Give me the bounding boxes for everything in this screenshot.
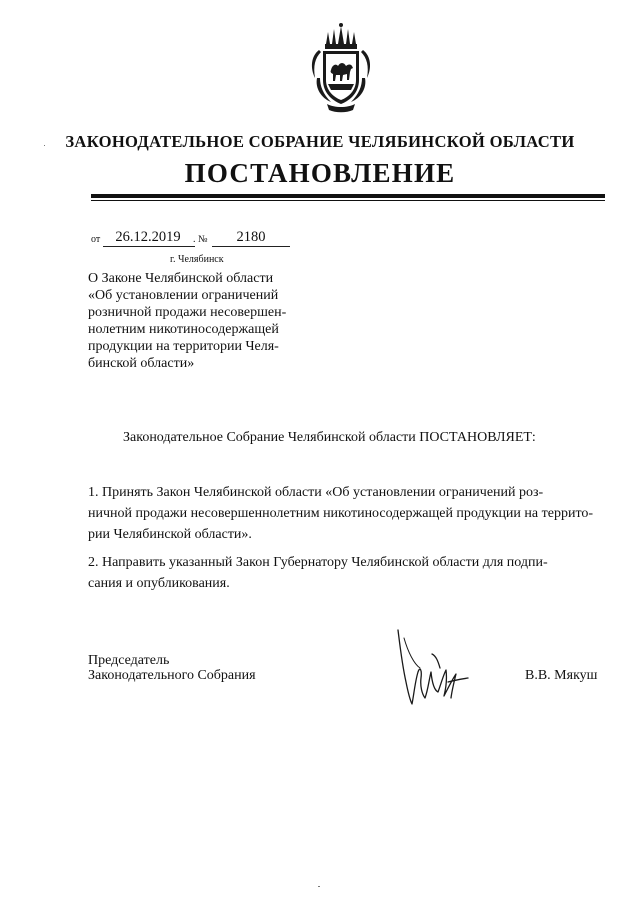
coat-of-arms-icon (301, 20, 381, 116)
date-prefix: от (91, 234, 101, 245)
scan-speck (318, 886, 320, 887)
scan-speck (44, 145, 45, 146)
header-rule-thick (91, 194, 605, 198)
signer-title-line-1: Председатель (88, 653, 170, 668)
city-label: г. Челябинск (170, 254, 224, 265)
organization-title: ЗАКОНОДАТЕЛЬНОЕ СОБРАНИЕ ЧЕЛЯБИНСКОЙ ОБЛАСТИ (65, 132, 575, 151)
date-underline (103, 246, 195, 247)
preamble: Законодательное Собрание Челябинской области ПОСТАНОВЛЯЕТ: (123, 430, 536, 445)
header-rule-thin (91, 200, 605, 201)
document-type-title: ПОСТАНОВЛЕНИЕ (184, 158, 456, 188)
resolution-item-1: 1. Принять Закон Челябинской области «Об установлении ограничений роз- ничной продажи несовершеннолетним никотиносодержащей продукции на террито- рии Челябинской области». (88, 485, 594, 542)
number-underline (212, 246, 290, 247)
handwritten-signature-icon (392, 628, 476, 708)
signer-title-line-2: Законодательного Собрания (88, 668, 256, 683)
document-subject: О Законе Челябинской области «Об установлении ограничений розничной продажи несовершен- нолетним никотиносодержащей продукции на территории Челя- бинской области» (88, 271, 287, 371)
document-number: 2180 (236, 229, 266, 245)
signer-name: В.В. Мякуш (525, 668, 598, 683)
document-date: 26.12.2019 (115, 229, 181, 245)
resolution-item-2: 2. Направить указанный Закон Губернатору Челябинской области для подпи- сания и опубликования. (88, 555, 548, 591)
number-prefix: № (198, 234, 208, 245)
date-separator: . (193, 234, 196, 245)
